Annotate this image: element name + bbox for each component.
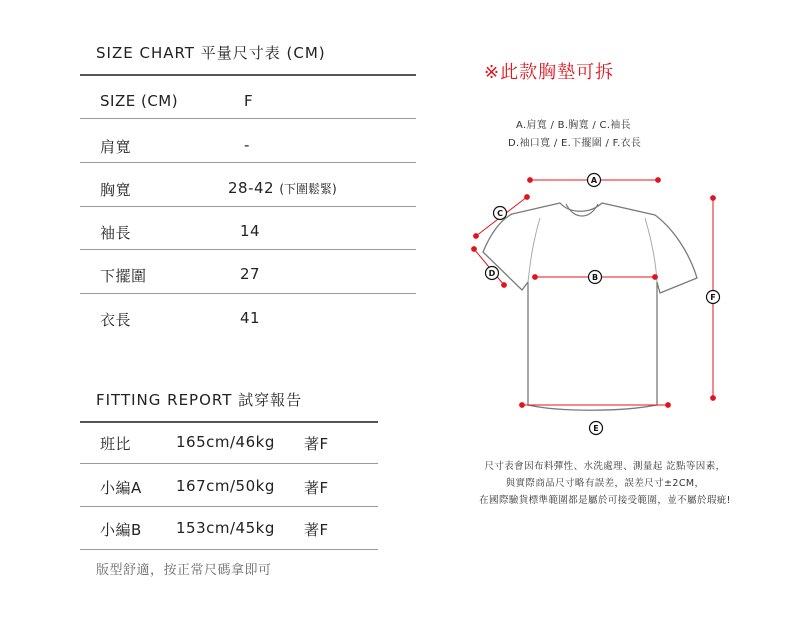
- chest-note: (下圍鬆緊): [279, 182, 337, 196]
- measure-legend-1: A.肩寬 / B.胸寬 / C.袖長: [516, 120, 631, 131]
- divider: [80, 293, 416, 294]
- divider: [80, 206, 416, 207]
- row-value-shoulder: -: [244, 136, 250, 154]
- marker-c-label: C: [497, 209, 503, 218]
- size-header-label: SIZE (CM): [100, 92, 179, 110]
- marker-e-label: E: [593, 424, 599, 433]
- row-label-shoulder: 肩寬: [100, 138, 132, 156]
- fitting-stats: 153cm/45kg: [176, 519, 275, 537]
- measure-legend-2: D.袖口寬 / E.下擺圍 / F.衣長: [508, 138, 642, 149]
- chest-value: 28-42: [228, 179, 275, 197]
- divider: [80, 74, 416, 76]
- tshirt-diagram: [450, 160, 750, 450]
- divider: [80, 162, 416, 163]
- marker-f-label: F: [710, 293, 716, 302]
- divider: [80, 421, 378, 423]
- row-value-sleeve: 14: [240, 222, 261, 240]
- fitting-size: 著F: [304, 479, 329, 497]
- fitting-name: 小編B: [100, 521, 142, 539]
- marker-b-label: B: [591, 273, 599, 282]
- row-label-chest: 胸寬: [100, 181, 132, 199]
- fitting-report-title: FITTING REPORT 試穿報告: [96, 391, 303, 409]
- disclaimer-line-3: 在國際驗貨標準範圍都是屬於可接受範圍，並不屬於瑕疵!: [479, 495, 731, 506]
- divider: [80, 249, 416, 250]
- fitting-size: 著F: [304, 521, 329, 539]
- removable-pad-headline: ※此款胸墊可拆: [484, 62, 615, 83]
- row-value-length: 41: [240, 309, 261, 327]
- size-header-value: F: [244, 92, 254, 110]
- row-value-hem: 27: [240, 265, 261, 283]
- fitting-note: 版型舒適，按正常尺碼拿即可: [96, 563, 272, 578]
- tshirt-outline: [483, 203, 697, 410]
- marker-d-label: D: [488, 269, 496, 278]
- fitting-name: 班比: [100, 435, 132, 453]
- divider: [80, 549, 378, 550]
- size-chart-title: SIZE CHART 平量尺寸表 (CM): [96, 44, 326, 62]
- fitting-name: 小編A: [100, 479, 142, 497]
- divider: [80, 463, 378, 464]
- disclaimer-line-1: 尺寸表會因布料彈性、水洗處理、測量起 訖點等因素，: [484, 461, 726, 472]
- marker-a-label: A: [590, 176, 598, 185]
- row-label-length: 衣長: [100, 311, 132, 329]
- fitting-stats: 165cm/46kg: [176, 433, 275, 451]
- divider: [80, 118, 416, 119]
- fitting-size: 著F: [304, 435, 329, 453]
- row-label-sleeve: 袖長: [100, 224, 132, 242]
- fitting-stats: 167cm/50kg: [176, 477, 275, 495]
- row-value-chest: [228, 179, 337, 197]
- disclaimer-line-2: 與實際商品尺寸略有誤差，誤差尺寸±2CM，: [505, 478, 705, 489]
- row-label-hem: 下擺圍: [100, 267, 147, 285]
- divider: [80, 506, 378, 507]
